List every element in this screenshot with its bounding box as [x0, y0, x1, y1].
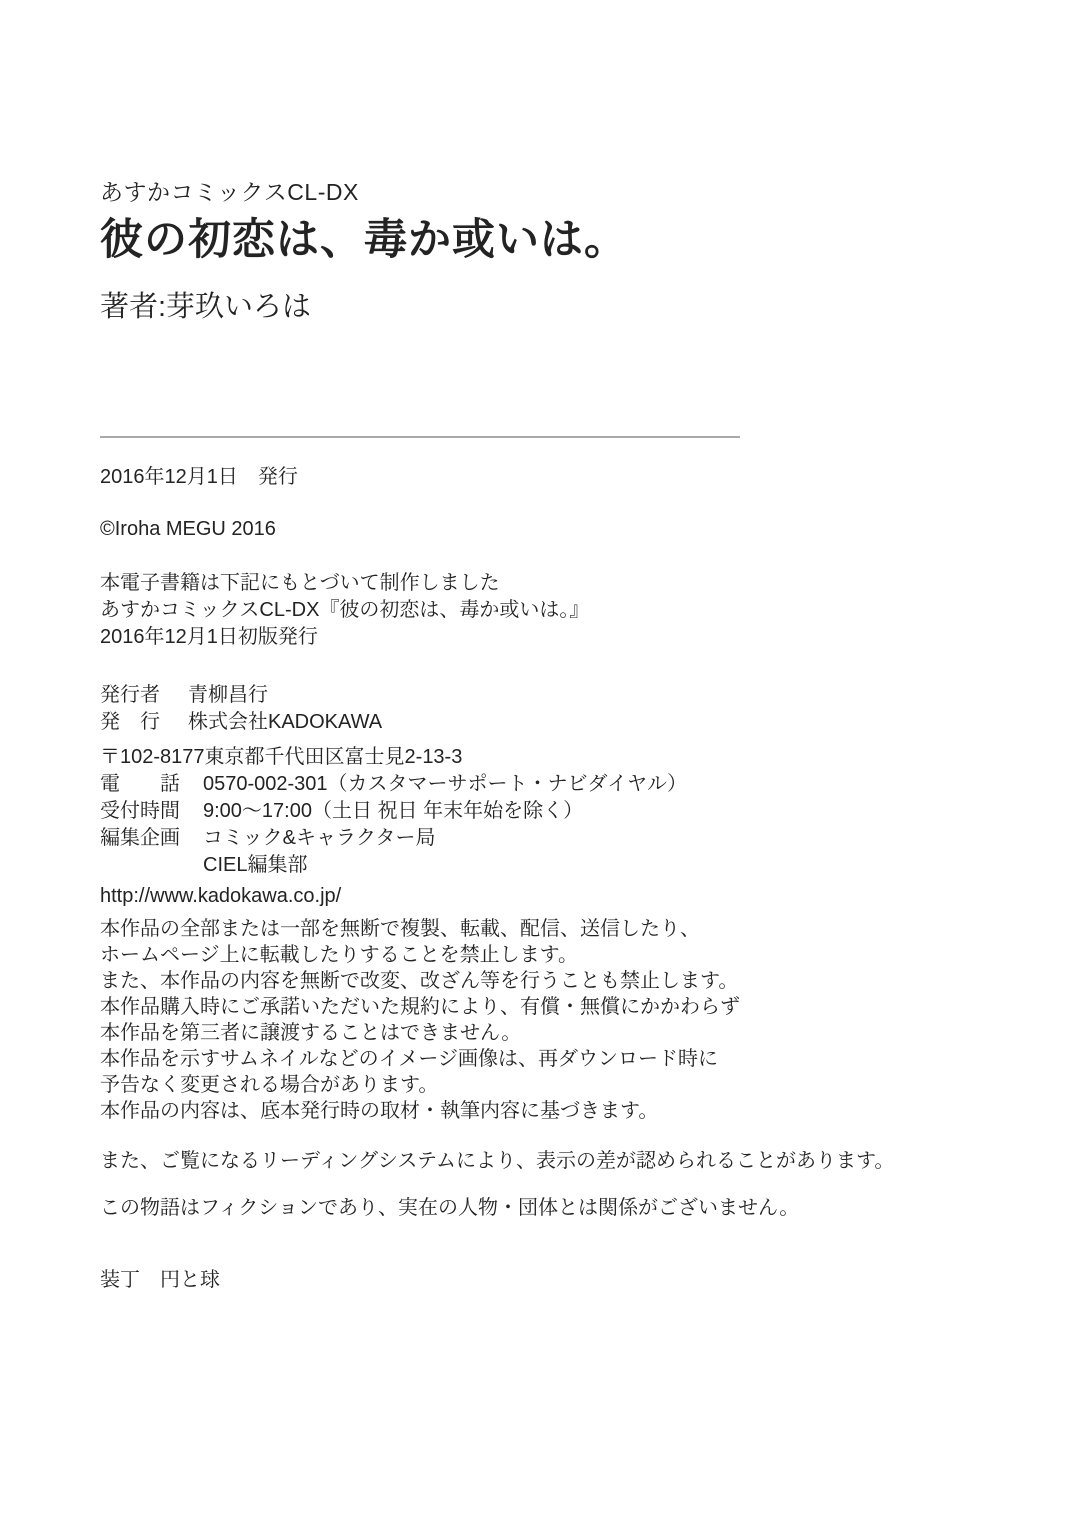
contact-row	[100, 771, 1044, 798]
publisher-row-label: 発行者	[100, 684, 160, 706]
publisher-row-label: 発 行	[100, 711, 160, 733]
website-url: http://www.kadokawa.co.jp/	[100, 885, 342, 907]
production-note-line: 2016年12月1日初版発行	[100, 626, 318, 648]
rights-notice-line: 本作品を第三者に譲渡することはできません。	[100, 1022, 522, 1044]
rights-notice-line: 本作品購入時にご承諾いただいた規約により、有償・無償にかかわらず	[100, 996, 740, 1018]
publisher-row	[100, 682, 1044, 709]
contact-row	[100, 825, 1044, 852]
publisher-row	[100, 709, 1044, 736]
reading-system-note: また、ご覧になるリーディングシステムにより、表示の差が認められることがあります。	[100, 1150, 895, 1172]
rights-notice-line: 予告なく変更される場合があります。	[100, 1074, 439, 1096]
contact-row	[100, 798, 1044, 825]
rights-notice-block	[100, 916, 1044, 1124]
contact-row-label	[100, 852, 203, 879]
contact-row-value: 9:00〜17:00（土日 祝日 年末年始を除く）	[203, 800, 584, 822]
rights-notice-line: 本作品を示すサムネイルなどのイメージ画像は、再ダウンロード時に	[100, 1048, 718, 1070]
contact-row-label: 〒102-8177	[100, 746, 205, 768]
design-credit-line: 装丁 円と球	[100, 1269, 220, 1291]
fiction-disclaimer: この物語はフィクションであり、実在の人物・団体とは関係がございません。	[100, 1197, 800, 1219]
rights-notice-line: また、本作品の内容を無断で改変、改ざん等を行うことも禁止します。	[100, 970, 739, 992]
publisher-row-value: 青柳昌行	[188, 684, 268, 706]
publication-date-line: 2016年12月1日 発行	[100, 466, 298, 488]
contact-row	[100, 744, 1044, 771]
contact-row-label: 受付時間	[100, 800, 180, 822]
contact-row-value: 0570-002-301（カスタマーサポート・ナビダイヤル）	[203, 773, 687, 795]
rights-notice-line: ホームページ上に転載したりすることを禁止します。	[100, 944, 578, 966]
contact-row-label: 電 話	[100, 773, 180, 795]
copyright-line: ©Iroha MEGU 2016	[100, 518, 276, 540]
production-note-line: あすかコミックスCL-DX『彼の初恋は、毒か或いは。』	[100, 599, 590, 621]
contact-row-value: CIEL編集部	[203, 854, 308, 876]
rights-notice-line: 本作品の全部または一部を無断で複製、転載、配信、送信したり、	[100, 918, 700, 940]
author-line: 著者:芽玖いろは	[100, 291, 312, 323]
contact-row	[100, 852, 1044, 879]
imprint-label: あすかコミックスCL-DX	[100, 179, 359, 205]
rights-notice-line: 本作品の内容は、底本発行時の取材・執筆内容に基づきます。	[100, 1100, 659, 1122]
contact-block	[100, 744, 1044, 879]
production-note-block	[100, 570, 1044, 651]
book-title: 彼の初恋は、毒か或いは。	[100, 216, 628, 264]
divider-rule	[100, 436, 740, 438]
production-note-line: 本電子書籍は下記にもとづいて制作しました	[100, 572, 500, 594]
contact-row-value: コミック&キャラクター局	[203, 827, 436, 849]
publisher-block	[100, 682, 1044, 736]
contact-row-label: 編集企画	[100, 827, 180, 849]
contact-row-value: 東京都千代田区富士見2-13-3	[204, 746, 463, 768]
publisher-row-value: 株式会社KADOKAWA	[188, 711, 383, 733]
